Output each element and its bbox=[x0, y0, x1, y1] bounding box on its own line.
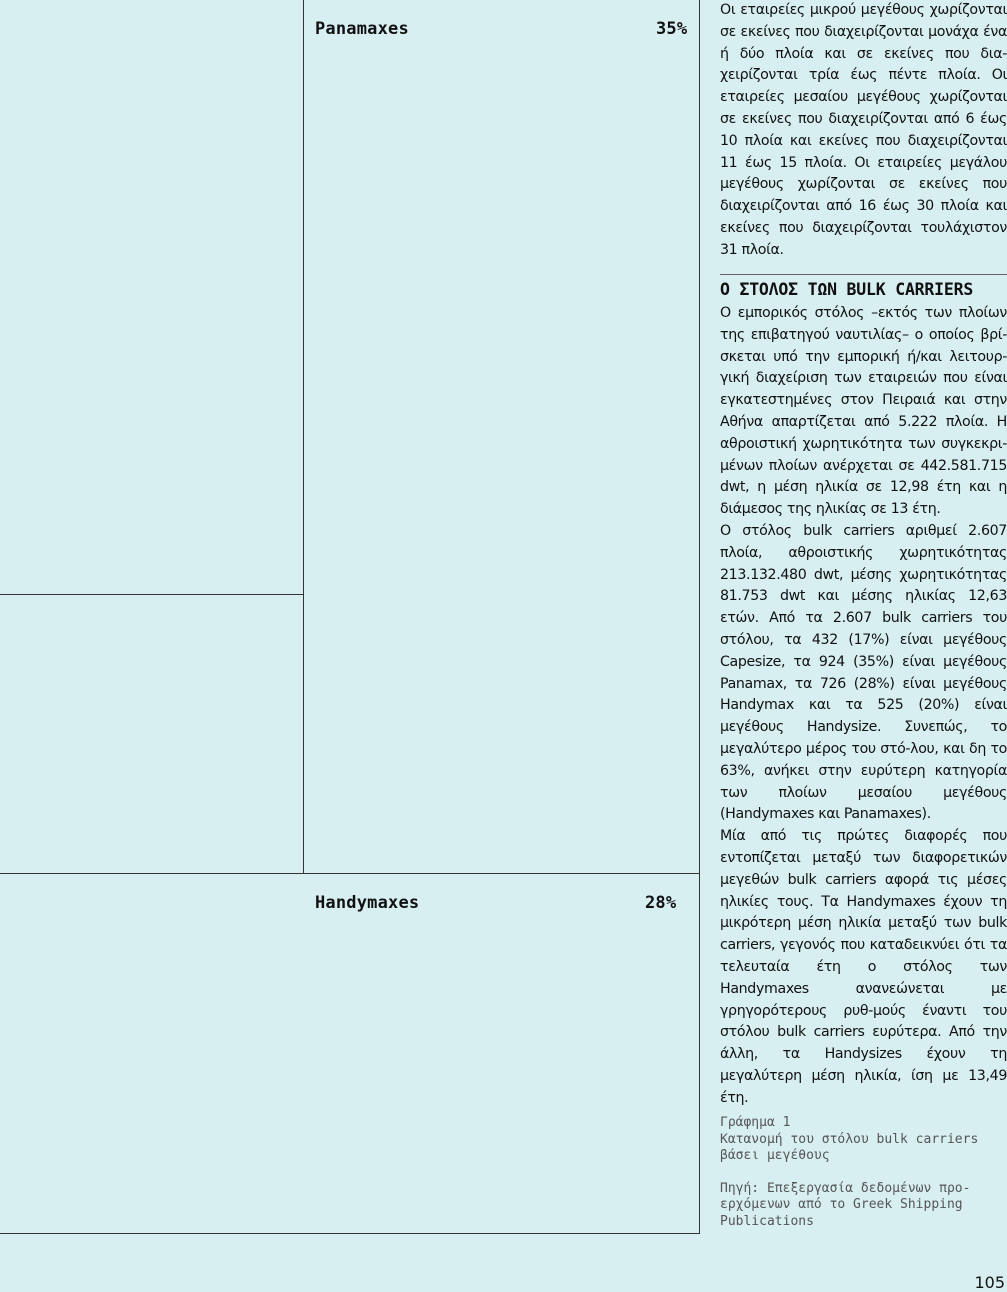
body-text bbox=[720, 303, 1007, 1106]
intro-paragraph bbox=[720, 0, 1007, 262]
figure-title: Κατανομή του στόλου bulk carriers βάσει μεγέθους bbox=[720, 1131, 979, 1163]
panamax-value: 35% bbox=[656, 19, 688, 39]
paragraph-bulk-carriers: Ο στόλος bulk carriers αριθμεί 2.607 πλοία, αθροιστικής χωρητικότητας 213.132.480 dwt, μέσης χωρητικότητας 81.753 dwt και μέσης ηλικίας 12,63 ετών. Από τα 2.607 bulk carriers του στόλου, τα 432 (17%) είναι μεγέθους Capesize, τα 924 (35%) είναι μεγέθους Panamax, τα 726 (28%) είναι μεγέθους Handymax και τα 525 (20%) είναι μεγέθους Handysize. Συνεπώς, το μεγαλύτερο μέρος του στό-λου, και δη το 63%, ανήκει στην ευρύτερη κατηγορία των πλοίων μεσαίου μεγέθους (Handymaxes και Panamaxes). bbox=[720, 522, 1007, 823]
intro-text: Οι εταιρείες μικρού μεγέθους χωρίζονται σε εκείνες που διαχειρίζονται μονάχα ένα ή δύο πλοία και σε εκείνες που δια-χειρίζονται τρία έως πέντε πλοία. Οι εταιρείες μεσαίου μεγέθους χωρίζονται σε εκείνες που διαχειρίζονται από 6 έως 10 πλοία και εκείνες που διαχειρίζονται 11 έως 15 πλοία. Οι εταιρείες μεγάλου μεγέθους χωρίζονται σε εκείνες που διαχειρίζονται από 16 έως 30 πλοία και εκείνες που διαχειρίζονται τουλάχιστον 31 πλοία. bbox=[720, 2, 1007, 258]
handymax-label: Handymaxes bbox=[315, 893, 420, 913]
left-cells-divider bbox=[0, 594, 304, 595]
chart-bottom-border bbox=[0, 1233, 700, 1234]
paragraph-fleet: Ο εμπορικός στόλος –εκτός των πλοίων της επιβατηγού ναυτιλίας– ο οποίος βρί-σκεται υπό την εμπορική ή/και λειτουρ-γική διαχείριση των εταιρειών που είναι εγκατεστημένες στον Πειραιά και στην Αθήνα απαρτίζεται από 5.222 πλοία. Η αθροιστική χωρητικότητα των συγκεκρι-μένων πλοίων ανέρχεται σε 442.581.715 dwt, η μέση ηλικία σε 12,98 έτη και η διάμεσος της ηλικίας σε 13 έτη. bbox=[720, 305, 1007, 518]
panamax-cell-left-border bbox=[303, 0, 304, 874]
section-divider bbox=[720, 274, 1007, 275]
panamax-cell-right-border bbox=[699, 0, 700, 1234]
figure-source: Πηγή: Επεξεργασία δεδομένων προ-ερχόμενων από το Greek Shipping Publications bbox=[720, 1180, 971, 1229]
figure-number: Γράφημα 1 bbox=[720, 1115, 791, 1130]
handymax-cell-top-border bbox=[0, 873, 700, 874]
paragraph-ages: Μία από τις πρώτες διαφορές που εντοπίζεται μεταξύ των διαφορετικών μεγεθών bulk carriers αφορά τις μέσες ηλικίες τους. Τα Handymaxes έχουν τη μικρότερη μέση ηλικία μεταξύ των bulk carriers, γεγονός που καταδεικνύει ότι τα τελευταία έτη ο στόλος των Handymaxes ανανεώνεται με γρηγορότερους ρυθ-μούς έναντι του στόλου bulk carriers ευρύτερα. Από την άλλη, τα Handysizes έχουν τη μεγαλύτερη μέση ηλικία, ίση με 13,49 έτη. bbox=[720, 828, 1007, 1106]
page-number: 105 bbox=[974, 1273, 1005, 1292]
figure-caption bbox=[720, 1115, 1007, 1230]
handymax-value: 28% bbox=[645, 893, 677, 913]
panamax-label: Panamaxes bbox=[315, 19, 409, 39]
section-heading: Ο ΣΤΟΛΟΣ ΤΩΝ BULK CARRIERS bbox=[720, 280, 974, 299]
